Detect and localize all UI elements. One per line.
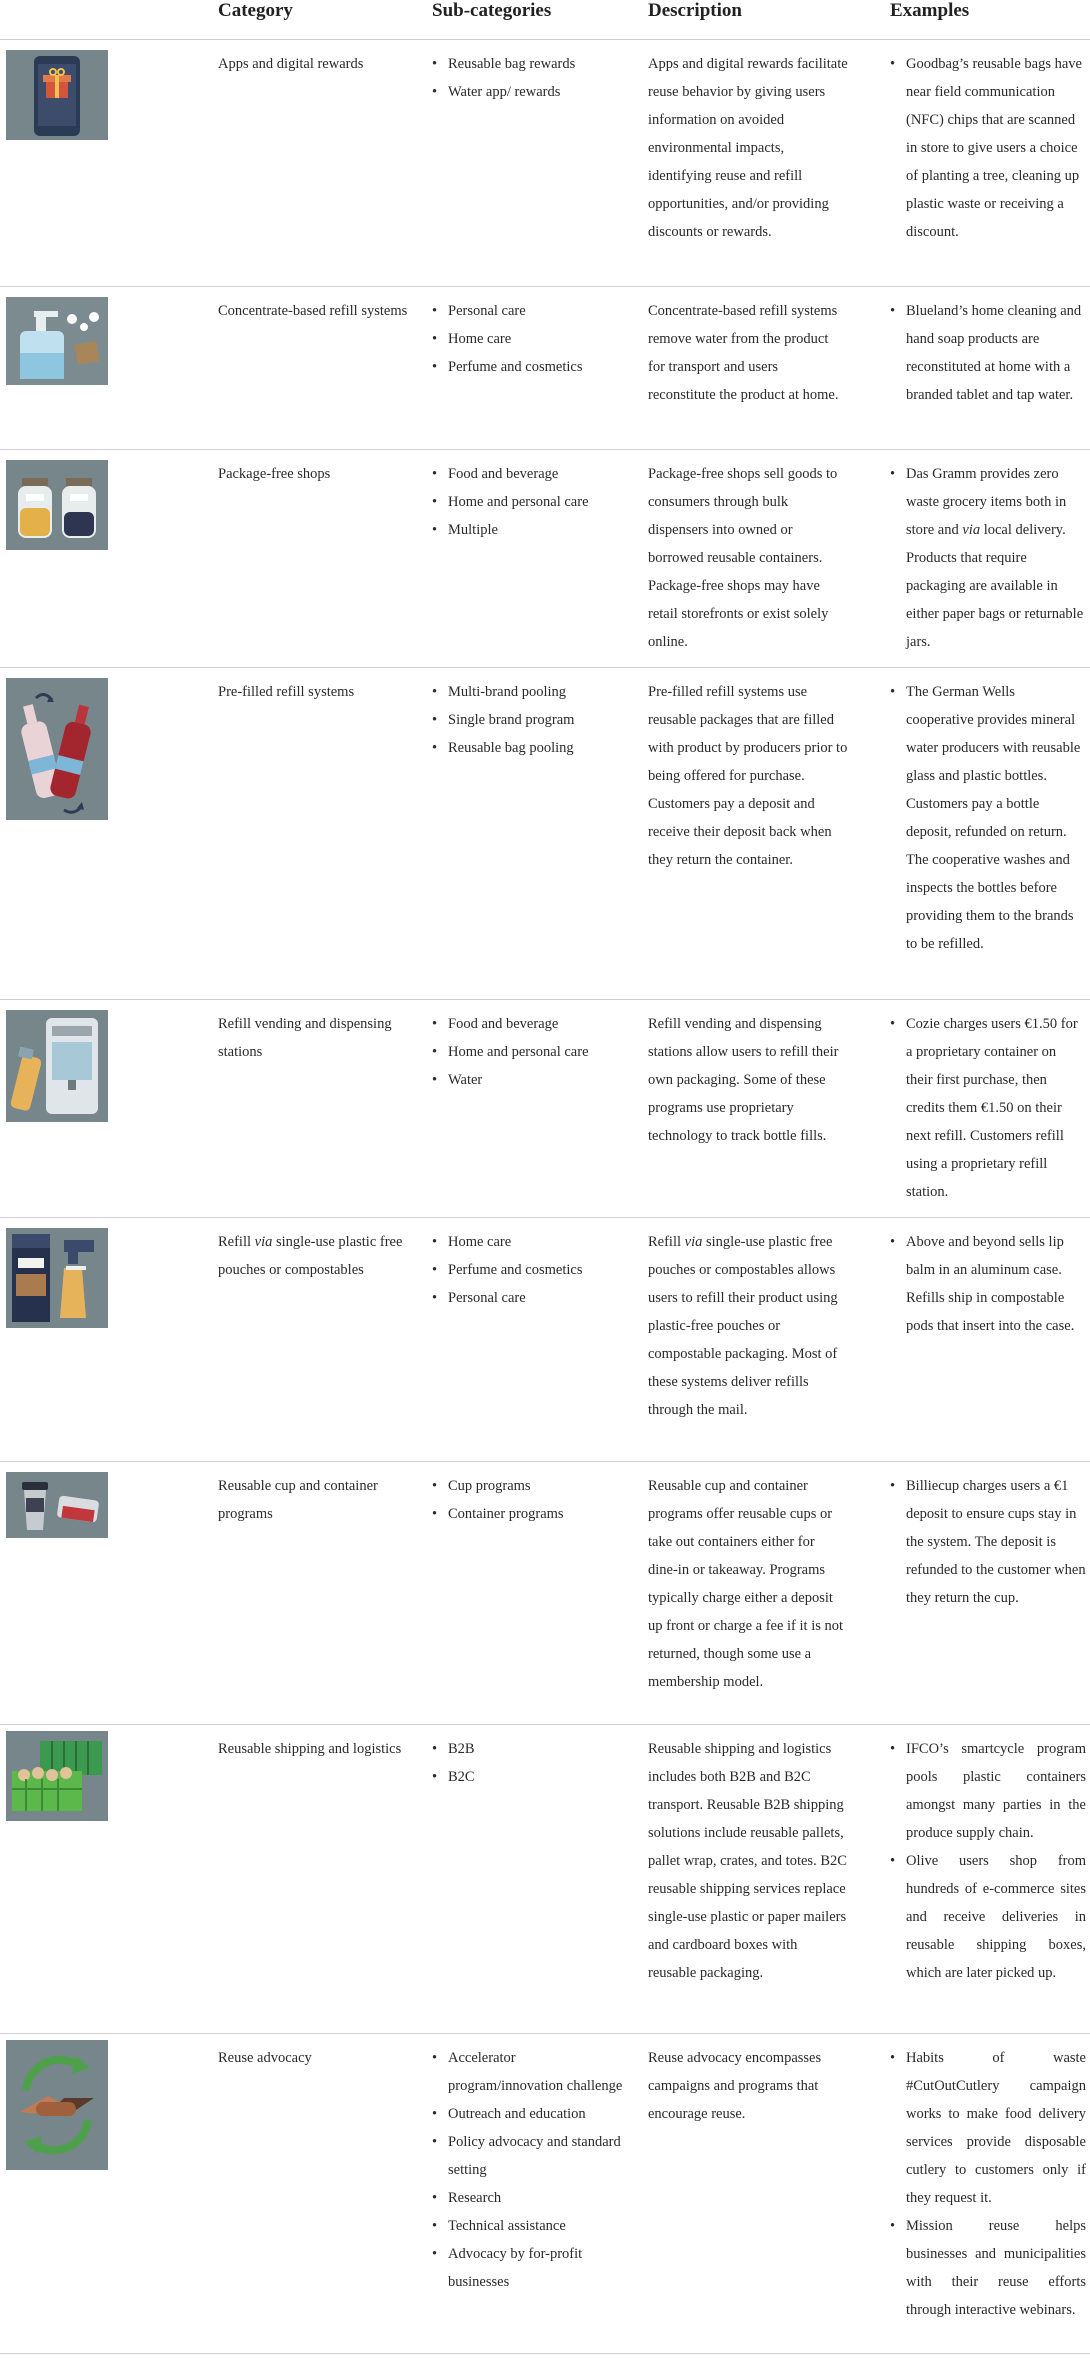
description-cell: Refill vending and dispensing stations allow users to refill their own packaging. Some of these programs use proprietary technology to track bottle fills. — [648, 1016, 839, 1144]
table-header — [0, 0, 1090, 40]
subcategory-item: • Technical assistance — [432, 2212, 627, 2240]
subcategory-item: • Water app/ rewards — [432, 78, 627, 106]
dispensing-station-icon — [6, 1010, 108, 1122]
category-cell: Package-free shops — [218, 466, 331, 482]
subcategory-item: • Advocacy by for-profit businesses — [432, 2240, 627, 2296]
examples-list — [890, 460, 1086, 656]
subcategory-item: • Home and personal care — [432, 1038, 627, 1066]
table-row — [0, 40, 1090, 287]
example-item: • Mission reuse helps businesses and municipalities with their reuse efforts through interactive webinars. — [890, 2212, 1086, 2324]
returnable-bottles-icon — [6, 678, 108, 820]
subcategory-item: • Outreach and education — [432, 2100, 627, 2128]
header-examples: Examples — [890, 0, 970, 21]
subcategory-item: • Multi-brand pooling — [432, 678, 627, 706]
example-item: • Cozie charges users €1.50 for a proprietary container on their first purchase, then credits them €1.50 on their next refill. Customers refill using a proprietary refill station. — [890, 1010, 1086, 1206]
subcategory-item: • Reusable bag pooling — [432, 734, 627, 762]
subcategory-item: • Policy advocacy and standard setting — [432, 2128, 627, 2184]
subcategory-item: • Container programs — [432, 1500, 627, 1528]
shipping-crates-icon — [6, 1731, 108, 1821]
subcategory-item: • Personal care — [432, 297, 627, 325]
category-cell: Reusable cup and container programs — [218, 1478, 378, 1522]
subcategory-item: • Water — [432, 1066, 627, 1094]
category-cell: Pre-filled refill systems — [218, 684, 355, 700]
table-row — [0, 1000, 1090, 1218]
examples-list — [890, 1010, 1086, 1206]
subcategory-item: • B2C — [432, 1763, 627, 1791]
category-cell: Reuse advocacy — [218, 2050, 312, 2066]
description-cell: Reusable shipping and logistics includes both B2B and B2C transport. Reusable B2B shipping solutions include reusable pallets, pallet wrap, crates, and totes. B2C reusable shipping services replace single-use plastic or paper mailers and cardboard boxes with reusable packaging. — [648, 1741, 847, 1981]
subcategory-item: • Home and personal care — [432, 488, 627, 516]
description-cell: Concentrate-based refill systems remove water from the product for transport and users reconstitute the product at home. — [648, 303, 839, 403]
table-row — [0, 2034, 1090, 2354]
description-cell: Refill via single-use plastic free pouches or compostables allows users to refill their product using plastic-free pouches or compostable packaging. Most of these systems deliver refills through the mail. — [648, 1234, 838, 1418]
examples-list — [890, 1735, 1086, 1987]
table-row — [0, 1725, 1090, 2034]
subcategory-item: • Home care — [432, 325, 627, 353]
examples-list — [890, 1472, 1086, 1612]
example-item: • IFCO’s smartcycle program pools plastic containers amongst many parties in the produce supply chain. — [890, 1735, 1086, 1847]
subcategory-item: • Food and beverage — [432, 1010, 627, 1038]
example-item: • Olive users shop from hundreds of e-commerce sites and receive deliveries in reusable shipping boxes, which are later picked up. — [890, 1847, 1086, 1987]
subcategory-item: • B2B — [432, 1735, 627, 1763]
table-row — [0, 1218, 1090, 1462]
header-category: Category — [218, 0, 293, 21]
category-cell: Apps and digital rewards — [218, 56, 364, 72]
table-row — [0, 287, 1090, 450]
description-cell: Package-free shops sell goods to consumers through bulk dispensers into owned or borrowed reusable containers. Package-free shops may have retail storefronts or exist solely online. — [648, 466, 838, 650]
category-cell: Reusable shipping and logistics — [218, 1741, 402, 1757]
subcategory-list — [432, 1735, 627, 1791]
subcategory-item: • Reusable bag rewards — [432, 50, 627, 78]
table-row — [0, 450, 1090, 668]
subcategory-list — [432, 297, 627, 381]
table-row — [0, 1462, 1090, 1725]
example-item: • Blueland’s home cleaning and hand soap products are reconstituted at home with a branded tablet and tap water. — [890, 297, 1086, 409]
category-cell: Concentrate-based refill systems — [218, 303, 408, 319]
subcategory-item: • Accelerator program/innovation challenge — [432, 2044, 627, 2100]
subcategory-list — [432, 1010, 627, 1094]
subcategory-item: • Multiple — [432, 516, 627, 544]
smartphone-gift-icon — [6, 50, 108, 140]
subcategory-item: • Food and beverage — [432, 460, 627, 488]
table-row — [0, 668, 1090, 1000]
refill-pouch-spray-icon — [6, 1228, 108, 1328]
header-subcategories: Sub-categories — [432, 0, 552, 21]
cup-container-icon — [6, 1472, 108, 1538]
subcategory-list — [432, 1228, 627, 1312]
category-cell: Refill vending and dispensing stations — [218, 1016, 392, 1060]
example-item: • Billiecup charges users a €1 deposit to ensure cups stay in the system. The deposit is refunded to the customer when they return the cup. — [890, 1472, 1086, 1612]
description-cell: Apps and digital rewards facilitate reuse behavior by giving users information on avoided environmental impacts, identifying reuse and refill opportunities, and/or providing discounts or rewards. — [648, 56, 848, 240]
subcategory-item: • Research — [432, 2184, 627, 2212]
soap-pump-tablet-icon — [6, 297, 108, 385]
subcategory-item: • Home care — [432, 1228, 627, 1256]
example-item: • Above and beyond sells lip balm in an aluminum case. Refills ship in compostable pods that insert into the case. — [890, 1228, 1086, 1340]
description-cell: Reusable cup and container programs offer reusable cups or take out containers either for dine-in or takeaway. Programs typically charge either a deposit up front or charge a fee if it is not returned, though some use a membership model. — [648, 1478, 844, 1690]
description-cell: Pre-filled refill systems use reusable packages that are filled with product by producers prior to being offered for purchase. Customers pay a deposit and receive their deposit back when they return the container. — [648, 684, 848, 868]
category-cell: Refill via single-use plastic free pouches or compostables — [218, 1234, 403, 1278]
examples-list — [890, 50, 1086, 246]
subcategory-item: • Single brand program — [432, 706, 627, 734]
subcategory-list — [432, 2044, 627, 2296]
example-item: • The German Wells cooperative provides mineral water producers with reusable glass and plastic bottles. Customers pay a bottle deposit, refunded on return. The cooperative washes and inspects the bottles before providing them to the brands to be refilled. — [890, 678, 1086, 958]
bulk-jars-icon — [6, 460, 108, 550]
examples-list — [890, 297, 1086, 409]
subcategory-item: • Cup programs — [432, 1472, 627, 1500]
subcategory-list — [432, 678, 627, 762]
header-description: Description — [648, 0, 742, 21]
examples-list — [890, 2044, 1086, 2324]
examples-list — [890, 1228, 1086, 1340]
subcategory-list — [432, 50, 627, 106]
example-item: • Habits of waste #CutOutCutlery campaign works to make food delivery services provide disposable cutlery to customers only if they request it. — [890, 2044, 1086, 2212]
subcategory-item: • Personal care — [432, 1284, 627, 1312]
subcategory-item: • Perfume and cosmetics — [432, 1256, 627, 1284]
example-item: • Das Gramm provides zero waste grocery items both in store and via local delivery. Products that require packaging are available in either paper bags or returnable jars. — [890, 460, 1086, 656]
examples-list — [890, 678, 1086, 958]
subcategory-list — [432, 1472, 627, 1528]
example-item: • Goodbag’s reusable bags have near field communication (NFC) chips that are scanned in store to give users a choice of planting a tree, cleaning up plastic waste or receiving a discount. — [890, 50, 1086, 246]
subcategory-list — [432, 460, 627, 544]
handshake-recycle-icon — [6, 2040, 108, 2170]
subcategory-item: • Perfume and cosmetics — [432, 353, 627, 381]
description-cell: Reuse advocacy encompasses campaigns and programs that encourage reuse. — [648, 2050, 822, 2122]
